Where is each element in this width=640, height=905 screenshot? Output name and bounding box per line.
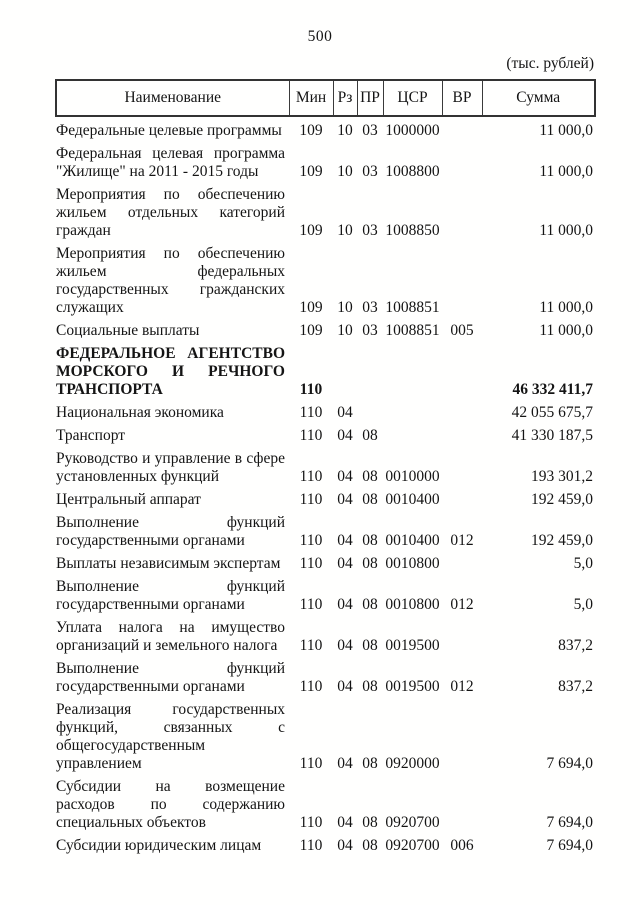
cell-pr: 08	[362, 596, 378, 613]
cell-min: 110	[299, 404, 323, 421]
units-note: (тыс. рублей)	[506, 55, 594, 72]
cell-sum: 5,0	[573, 596, 593, 613]
cell-csr: 0920000	[385, 755, 440, 772]
cell-rz: 04	[337, 468, 353, 485]
cell-csr	[383, 340, 442, 399]
cell-rz: 04	[337, 555, 353, 572]
cell-name: ФЕДЕРАЛЬНОЕ АГЕНТСТВО МОРСКОГО И РЕЧНОГО ТРАНСПОРТА	[56, 345, 285, 398]
cell-vr: 012	[450, 678, 474, 695]
table-row	[56, 832, 595, 855]
cell-sum: 837,2	[558, 678, 593, 695]
cell-csr: 1000000	[385, 122, 440, 139]
cell-sum: 7 694,0	[546, 814, 593, 831]
cell-vr	[442, 399, 482, 422]
cell-name: Выполнение функций государственными органами	[56, 514, 285, 549]
cell-pr: 08	[362, 637, 378, 654]
cell-rz: 10	[337, 299, 353, 316]
cell-csr	[383, 399, 442, 422]
table-row	[56, 240, 595, 317]
page-number: 500	[307, 28, 333, 45]
cell-csr: 0010400	[385, 491, 440, 508]
cell-min: 110	[299, 814, 323, 831]
table-row	[56, 655, 595, 696]
cell-name: Субсидии юридическим лицам	[56, 837, 262, 854]
cell-pr: 03	[362, 322, 378, 339]
cell-name: Транспорт	[56, 427, 126, 444]
cell-pr: 08	[362, 532, 378, 549]
cell-rz: 04	[337, 596, 353, 613]
table-header-row	[56, 80, 595, 116]
cell-name: Социальные выплаты	[56, 322, 200, 339]
cell-sum: 192 459,0	[531, 532, 593, 549]
cell-vr	[442, 422, 482, 445]
cell-vr	[442, 445, 482, 486]
cell-rz: 04	[337, 755, 353, 772]
cell-vr	[442, 773, 482, 832]
cell-sum: 11 000,0	[539, 322, 593, 339]
cell-min: 109	[299, 299, 323, 316]
cell-pr: 08	[362, 678, 378, 695]
cell-vr	[442, 486, 482, 509]
cell-sum: 11 000,0	[539, 122, 593, 139]
cell-rz: 10	[337, 163, 353, 180]
cell-csr: 0010000	[385, 468, 440, 485]
cell-min: 110	[299, 381, 323, 398]
cell-rz: 04	[337, 427, 353, 444]
cell-rz: 10	[337, 222, 353, 239]
table-row	[56, 509, 595, 550]
cell-sum: 7 694,0	[546, 837, 593, 854]
cell-csr: 1008800	[385, 163, 440, 180]
cell-name: Реализация государственных функций, связанных с общегосударственным управлением	[56, 701, 285, 772]
cell-vr	[442, 614, 482, 655]
cell-vr	[442, 140, 482, 181]
cell-csr: 1008850	[385, 222, 440, 239]
cell-rz: 04	[337, 491, 353, 508]
cell-vr	[442, 181, 482, 240]
cell-min: 109	[299, 163, 323, 180]
cell-sum: 11 000,0	[539, 299, 593, 316]
cell-pr: 08	[362, 468, 378, 485]
cell-sum: 192 459,0	[531, 491, 593, 508]
cell-min: 110	[299, 532, 323, 549]
cell-sum: 41 330 187,5	[511, 427, 593, 444]
cell-csr: 0019500	[385, 637, 440, 654]
cell-rz: 04	[337, 637, 353, 654]
table-row	[56, 550, 595, 573]
cell-vr	[442, 340, 482, 399]
cell-pr: 08	[362, 555, 378, 572]
cell-name: Руководство и управление в сфере установленных функций	[56, 450, 285, 485]
cell-pr: 08	[362, 755, 378, 772]
cell-name: Субсидии на возмещение расходов по содержанию специальных объектов	[56, 778, 285, 831]
table-row	[56, 696, 595, 773]
col-header-pr: ПР	[357, 80, 383, 116]
cell-rz: 04	[337, 532, 353, 549]
cell-name: Уплата налога на имущество организаций и земельного налога	[56, 619, 285, 654]
cell-pr: 08	[362, 814, 378, 831]
cell-name: Федеральные целевые программы	[56, 122, 282, 139]
cell-min: 110	[299, 837, 323, 854]
cell-sum: 46 332 411,7	[512, 381, 593, 398]
cell-sum: 5,0	[573, 555, 593, 572]
cell-sum: 42 055 675,7	[511, 404, 593, 421]
cell-min: 109	[299, 322, 323, 339]
cell-vr	[442, 550, 482, 573]
cell-csr: 0920700	[385, 814, 440, 831]
cell-rz: 04	[337, 678, 353, 695]
cell-csr: 0010800	[385, 555, 440, 572]
cell-name: Мероприятия по обеспечению жильем отдельных категорий граждан	[56, 186, 285, 239]
cell-vr	[442, 240, 482, 317]
cell-pr: 08	[362, 491, 378, 508]
cell-vr: 012	[450, 532, 474, 549]
cell-sum: 7 694,0	[546, 755, 593, 772]
cell-pr: 03	[362, 222, 378, 239]
cell-csr	[383, 422, 442, 445]
cell-sum: 11 000,0	[539, 163, 593, 180]
cell-rz: 10	[337, 122, 353, 139]
cell-vr: 012	[450, 596, 474, 613]
cell-min: 109	[299, 122, 323, 139]
cell-min: 110	[299, 596, 323, 613]
col-header-min: Мин	[289, 80, 333, 116]
cell-csr: 1008851	[385, 322, 440, 339]
budget-table	[55, 79, 596, 855]
table-row	[56, 181, 595, 240]
cell-pr: 03	[362, 299, 378, 316]
cell-rz: 04	[337, 814, 353, 831]
table-row	[56, 399, 595, 422]
cell-min: 109	[299, 222, 323, 239]
table-row	[56, 573, 595, 614]
cell-csr: 0019500	[385, 678, 440, 695]
cell-sum: 193 301,2	[531, 468, 593, 485]
cell-name: Национальная экономика	[56, 404, 224, 421]
cell-vr	[442, 696, 482, 773]
table-body	[56, 116, 595, 855]
cell-name: Выполнение функций государственными органами	[56, 578, 285, 613]
cell-csr: 0920700	[385, 837, 440, 854]
cell-name: Выполнение функций государственными органами	[56, 660, 285, 695]
table-row	[56, 116, 595, 140]
col-header-csr: ЦСР	[383, 80, 442, 116]
cell-rz: 04	[337, 404, 353, 421]
cell-name: Федеральная целевая программа "Жилище" на 2011 - 2015 годы	[56, 145, 285, 180]
cell-pr: 08	[362, 837, 378, 854]
cell-min: 110	[299, 637, 323, 654]
col-header-sum: Сумма	[482, 80, 595, 116]
cell-pr: 08	[362, 427, 378, 444]
cell-min: 110	[299, 555, 323, 572]
col-header-vr: ВР	[442, 80, 482, 116]
table-row	[56, 340, 595, 399]
cell-sum: 11 000,0	[539, 222, 593, 239]
table-row	[56, 486, 595, 509]
cell-rz: 04	[337, 837, 353, 854]
cell-pr: 03	[362, 122, 378, 139]
cell-rz: 10	[337, 322, 353, 339]
table-row	[56, 773, 595, 832]
cell-min: 110	[299, 678, 323, 695]
cell-vr	[442, 116, 482, 140]
cell-vr: 005	[450, 322, 474, 339]
cell-pr	[357, 340, 383, 399]
col-header-name: Наименование	[56, 80, 289, 116]
cell-rz	[333, 340, 357, 399]
cell-min: 110	[299, 427, 323, 444]
col-header-rz: Рз	[333, 80, 357, 116]
table-row	[56, 317, 595, 340]
cell-csr: 0010800	[385, 596, 440, 613]
cell-pr: 03	[362, 163, 378, 180]
cell-pr	[357, 399, 383, 422]
cell-min: 110	[299, 755, 323, 772]
cell-csr: 1008851	[385, 299, 440, 316]
table-row	[56, 614, 595, 655]
cell-min: 110	[299, 491, 323, 508]
cell-vr: 006	[450, 837, 474, 854]
table-row	[56, 140, 595, 181]
cell-name: Выплаты независимым экспертам	[56, 555, 281, 572]
table-row	[56, 422, 595, 445]
cell-sum: 837,2	[558, 637, 593, 654]
cell-name: Центральный аппарат	[56, 491, 201, 508]
cell-name: Мероприятия по обеспечению жильем федеральных государственных гражданских служащих	[56, 245, 285, 316]
cell-min: 110	[299, 468, 323, 485]
table-row	[56, 445, 595, 486]
cell-csr: 0010400	[385, 532, 440, 549]
